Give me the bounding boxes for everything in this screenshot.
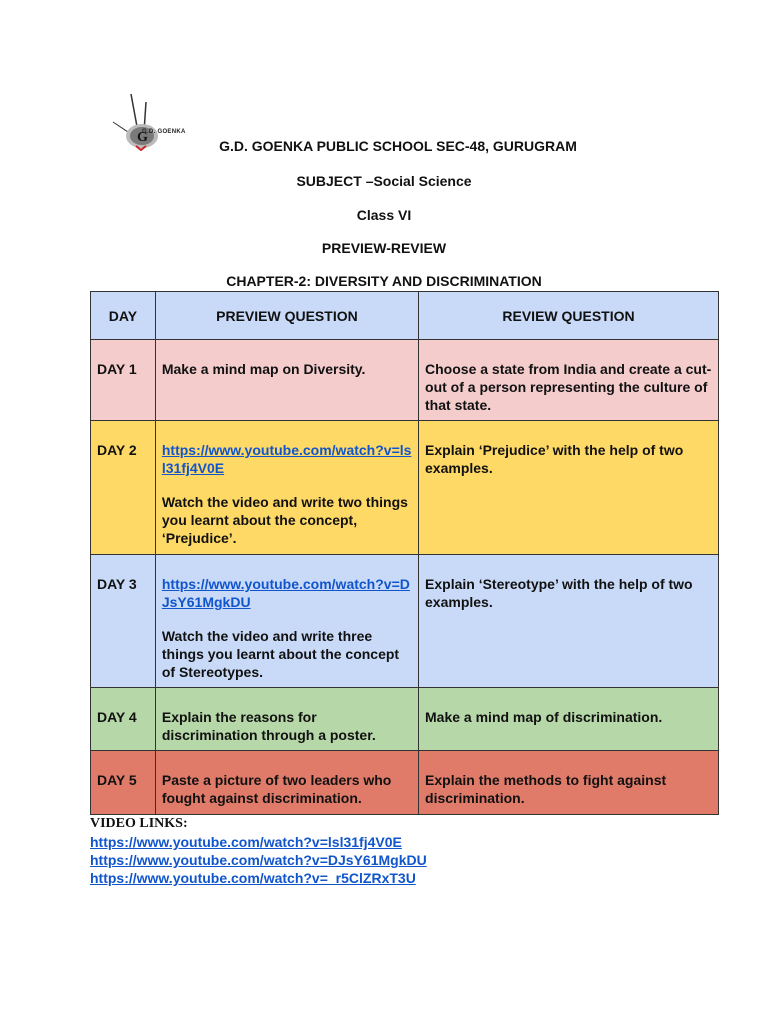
review-cell: Choose a state from India and create a cut-out of a person representing the culture of that state. xyxy=(419,340,719,421)
video-link[interactable]: https://www.youtube.com/watch?v=lsl31fj4V0E xyxy=(90,834,402,850)
column-header-review: REVIEW QUESTION xyxy=(419,292,719,340)
preview-review-table xyxy=(90,291,719,815)
day-cell: DAY 1 xyxy=(91,340,156,421)
preview-cell: Explain the reasons for discrimination through a poster. xyxy=(155,688,418,751)
table-row-day-3 xyxy=(91,555,719,688)
preview-cell: Make a mind map on Diversity. xyxy=(155,340,418,421)
review-cell: Explain ‘Prejudice’ with the help of two examples. xyxy=(419,421,719,555)
day-cell: DAY 4 xyxy=(91,688,156,751)
table-row-day-2 xyxy=(91,421,719,555)
day-cell: DAY 2 xyxy=(91,421,156,555)
video-links-heading: VIDEO LINKS: xyxy=(90,816,188,831)
page-title: PREVIEW-REVIEW xyxy=(321,240,447,256)
preview-text: Watch the video and write three things you learnt about the concept of Stereotypes. xyxy=(161,628,400,680)
video-link[interactable]: https://www.youtube.com/watch?v=lsl31fj4V0E xyxy=(161,442,412,476)
review-cell: Explain the methods to fight against discrimination. xyxy=(419,751,719,815)
preview-text: Watch the video and write two things you learnt about the concept, ‘Prejudice’. xyxy=(161,494,408,546)
table-row-day-1 xyxy=(91,340,719,421)
school-name: G.D. GOENKA PUBLIC SCHOOL SEC-48, GURUGRAM xyxy=(219,138,577,154)
video-links-section xyxy=(90,815,427,887)
preview-cell xyxy=(155,421,418,555)
preview-cell xyxy=(155,555,418,688)
day-cell: DAY 3 xyxy=(91,555,156,688)
review-cell: Explain ‘Stereotype’ with the help of two examples. xyxy=(419,555,719,688)
preview-cell: Paste a picture of two leaders who fought against discrimination. xyxy=(155,751,418,815)
chapter-title: CHAPTER-2: DIVERSITY AND DISCRIMINATION xyxy=(226,273,542,289)
logo-text: G.D. GOENKA xyxy=(142,129,186,135)
table-row-day-4 xyxy=(91,688,719,751)
table-header-row xyxy=(91,292,719,340)
subject-line: SUBJECT –Social Science xyxy=(296,173,472,189)
video-link[interactable]: https://www.youtube.com/watch?v=_r5ClZRxT3U xyxy=(90,870,416,886)
svg-text:G: G xyxy=(137,130,148,145)
review-cell: Make a mind map of discrimination. xyxy=(419,688,719,751)
column-header-preview: PREVIEW QUESTION xyxy=(155,292,418,340)
table-row-day-5 xyxy=(91,751,719,815)
column-header-day: DAY xyxy=(91,292,156,340)
day-cell: DAY 5 xyxy=(91,751,156,815)
video-link[interactable]: https://www.youtube.com/watch?v=DJsY61MgkDU xyxy=(90,852,427,868)
class-line: Class VI xyxy=(356,207,412,223)
video-link[interactable]: https://www.youtube.com/watch?v=DJsY61MgkDU xyxy=(161,576,410,610)
